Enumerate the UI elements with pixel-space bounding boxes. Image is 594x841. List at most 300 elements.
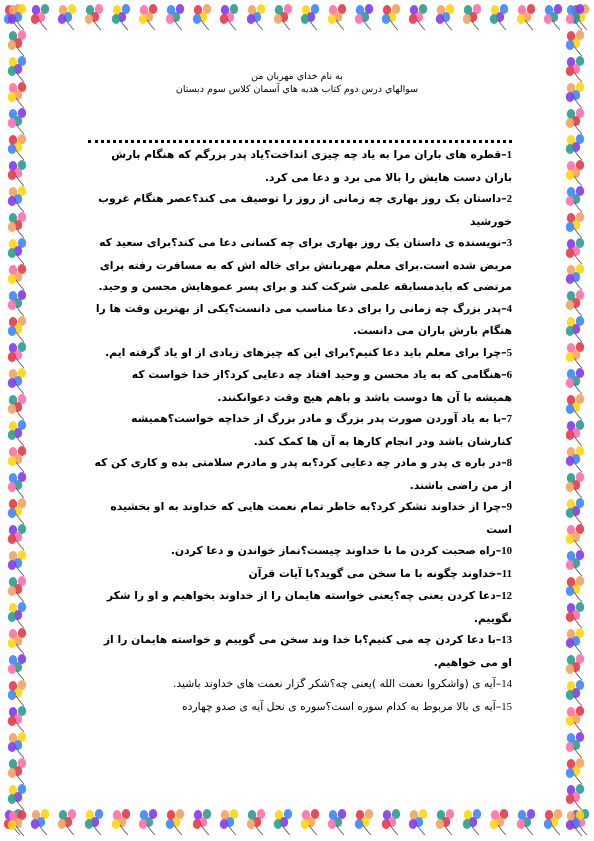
balloon-icon bbox=[301, 819, 309, 829]
balloon-icon bbox=[8, 586, 16, 596]
balloon-cluster-icon bbox=[566, 472, 584, 498]
balloon-border-left bbox=[0, 0, 36, 841]
question-number: 11 bbox=[501, 567, 512, 580]
balloon-string-icon bbox=[16, 462, 24, 472]
balloon-string-icon bbox=[174, 20, 182, 30]
question-text: –پدر بزرگ چه زمانی را برای دعا مناسب می دانست؟یکی از بهترین وقت ها را هنگام بارش باران می دانست. bbox=[95, 301, 512, 337]
balloon-cluster-icon bbox=[247, 809, 265, 835]
balloon-cluster-icon bbox=[58, 809, 76, 835]
balloon-string-icon bbox=[574, 384, 582, 394]
balloon-string-icon bbox=[574, 826, 582, 836]
balloon-cluster-icon bbox=[566, 394, 584, 420]
balloon-string-icon bbox=[16, 436, 24, 446]
balloon-string-icon bbox=[201, 825, 209, 835]
question-number: 10 bbox=[501, 545, 512, 557]
balloon-icon bbox=[566, 482, 574, 492]
balloon-icon bbox=[436, 819, 444, 829]
balloon-icon bbox=[328, 819, 336, 829]
balloon-cluster-icon bbox=[8, 394, 26, 420]
balloon-cluster-icon bbox=[8, 290, 26, 316]
balloon-icon bbox=[166, 819, 174, 829]
question-item bbox=[92, 585, 512, 629]
question-item bbox=[92, 364, 512, 408]
balloon-icon bbox=[193, 819, 201, 829]
balloon-icon bbox=[566, 664, 574, 674]
balloon-string-icon bbox=[66, 20, 74, 30]
balloon-icon bbox=[8, 820, 16, 830]
balloon-cluster-icon bbox=[566, 368, 584, 394]
balloon-cluster-icon bbox=[566, 654, 584, 680]
question-text: –دعا کردن یعنی چه؟یعنی خواسته هایمان را از خداوند بخواهیم و او را شکر نگوییم. bbox=[106, 589, 512, 625]
balloon-icon bbox=[8, 768, 16, 778]
balloon-string-icon bbox=[120, 825, 128, 835]
question-text: –چرا از خداوند تشکر کرد؟به خاطر تمام نعمت هایی که خداوند به او بخشیده است bbox=[110, 500, 512, 536]
balloon-string-icon bbox=[16, 20, 24, 30]
balloon-string-icon bbox=[417, 20, 425, 30]
balloon-cluster-icon bbox=[301, 809, 319, 835]
balloon-string-icon bbox=[574, 748, 582, 758]
balloon-icon bbox=[566, 508, 574, 518]
header-basmala: به نام خداي مهربان من bbox=[251, 71, 343, 82]
balloon-string-icon bbox=[39, 825, 47, 835]
balloon-cluster-icon bbox=[8, 498, 26, 524]
balloon-string-icon bbox=[574, 462, 582, 472]
question-number: 9 bbox=[506, 501, 512, 513]
balloon-border-top bbox=[0, 0, 594, 36]
balloon-icon bbox=[566, 612, 574, 622]
balloon-string-icon bbox=[574, 332, 582, 342]
balloon-icon bbox=[566, 14, 574, 24]
balloon-cluster-icon bbox=[193, 4, 211, 30]
balloon-string-icon bbox=[16, 228, 24, 238]
balloon-cluster-icon bbox=[8, 550, 26, 576]
balloon-icon bbox=[8, 664, 16, 674]
balloon-cluster-icon bbox=[566, 550, 584, 576]
balloon-string-icon bbox=[336, 825, 344, 835]
balloon-icon bbox=[566, 820, 574, 830]
balloon-string-icon bbox=[574, 696, 582, 706]
question-number: 1 bbox=[506, 149, 512, 161]
balloon-icon bbox=[247, 14, 255, 24]
balloon-icon bbox=[566, 66, 574, 76]
balloon-cluster-icon bbox=[566, 576, 584, 602]
balloon-icon bbox=[566, 118, 574, 128]
balloon-border-graphic bbox=[0, 0, 594, 36]
question-number: 6 bbox=[506, 369, 512, 381]
balloon-icon bbox=[220, 14, 228, 24]
balloon-cluster-icon bbox=[8, 654, 26, 680]
balloon-string-icon bbox=[16, 358, 24, 368]
balloon-icon bbox=[566, 430, 574, 440]
balloon-icon bbox=[355, 819, 363, 829]
balloon-cluster-icon bbox=[8, 316, 26, 342]
balloon-cluster-icon bbox=[566, 134, 584, 160]
balloon-cluster-icon bbox=[247, 4, 265, 30]
balloon-string-icon bbox=[16, 46, 24, 56]
balloon-cluster-icon bbox=[566, 212, 584, 238]
balloon-string-icon bbox=[498, 825, 506, 835]
balloon-cluster-icon bbox=[328, 4, 346, 30]
balloon-cluster-icon bbox=[566, 4, 584, 30]
balloon-cluster-icon bbox=[566, 732, 584, 758]
balloon-cluster-icon bbox=[8, 628, 26, 654]
balloon-string-icon bbox=[201, 20, 209, 30]
balloon-cluster-icon bbox=[8, 576, 26, 602]
balloon-icon bbox=[139, 819, 147, 829]
balloon-string-icon bbox=[282, 825, 290, 835]
balloon-string-icon bbox=[309, 825, 317, 835]
question-item bbox=[92, 540, 512, 563]
balloon-icon bbox=[274, 14, 282, 24]
balloon-icon bbox=[8, 300, 16, 310]
balloon-icon bbox=[8, 430, 16, 440]
balloon-icon bbox=[566, 534, 574, 544]
question-item bbox=[92, 629, 512, 673]
balloon-icon bbox=[8, 352, 16, 362]
balloon-cluster-icon bbox=[274, 809, 292, 835]
balloon-icon bbox=[566, 170, 574, 180]
balloon-icon bbox=[8, 14, 16, 24]
balloon-string-icon bbox=[574, 98, 582, 108]
question-text: –قطره های باران مرا به یاد چه چیزی انداخت؟یاد پدر بزرگم که هنگام بارش باران دست هایش را بالا می برد و دعا می کرد. bbox=[111, 148, 512, 184]
balloon-cluster-icon bbox=[139, 809, 157, 835]
balloon-cluster-icon bbox=[8, 238, 26, 264]
balloon-cluster-icon bbox=[193, 809, 211, 835]
balloon-string-icon bbox=[525, 825, 533, 835]
balloon-icon bbox=[566, 560, 574, 570]
balloon-cluster-icon bbox=[85, 809, 103, 835]
balloon-string-icon bbox=[574, 540, 582, 550]
balloon-cluster-icon bbox=[566, 706, 584, 732]
balloon-cluster-icon bbox=[8, 212, 26, 238]
worksheet-page bbox=[40, 40, 554, 800]
balloon-icon bbox=[566, 768, 574, 778]
balloon-string-icon bbox=[363, 825, 371, 835]
balloon-icon bbox=[566, 222, 574, 232]
balloon-string-icon bbox=[93, 825, 101, 835]
balloon-cluster-icon bbox=[566, 290, 584, 316]
balloon-string-icon bbox=[417, 825, 425, 835]
balloon-string-icon bbox=[574, 176, 582, 186]
balloon-string-icon bbox=[574, 46, 582, 56]
balloon-string-icon bbox=[574, 358, 582, 368]
balloon-icon bbox=[85, 819, 93, 829]
balloon-cluster-icon bbox=[355, 809, 373, 835]
balloon-string-icon bbox=[16, 540, 24, 550]
question-text: –آیه ی بالا مربوط به کدام سوره است؟سوره ی نحل آیه ی صدو چهارده bbox=[182, 699, 502, 713]
balloon-cluster-icon bbox=[566, 810, 584, 836]
question-number: 5 bbox=[506, 346, 512, 359]
balloon-string-icon bbox=[574, 644, 582, 654]
balloon-icon bbox=[8, 222, 16, 232]
balloon-icon bbox=[8, 144, 16, 154]
balloon-icon bbox=[566, 92, 574, 102]
balloon-string-icon bbox=[444, 825, 452, 835]
balloon-string-icon bbox=[16, 566, 24, 576]
balloon-icon bbox=[8, 118, 16, 128]
question-text: –با به یاد آوردن صورت پدر بزرگ و مادر بزرگ از خداچه خواست؟همیشه کنارشان باشد ودر انجام کارها به آن ها کمک کند. bbox=[131, 412, 512, 448]
balloon-icon bbox=[8, 742, 16, 752]
balloon-icon bbox=[566, 404, 574, 414]
balloon-icon bbox=[382, 819, 390, 829]
balloon-icon bbox=[85, 14, 93, 24]
balloon-cluster-icon bbox=[8, 160, 26, 186]
balloon-cluster-icon bbox=[517, 4, 535, 30]
balloon-icon bbox=[8, 40, 16, 50]
balloon-cluster-icon bbox=[463, 4, 481, 30]
balloon-string-icon bbox=[16, 696, 24, 706]
balloon-cluster-icon bbox=[8, 706, 26, 732]
balloon-border-right bbox=[558, 0, 594, 841]
balloon-icon bbox=[566, 742, 574, 752]
balloon-string-icon bbox=[574, 618, 582, 628]
balloon-icon bbox=[566, 794, 574, 804]
balloon-string-icon bbox=[16, 410, 24, 420]
question-number: 14 bbox=[501, 678, 512, 690]
question-text: –راه صحبت کردن ما با خداوند چیست؟نماز خواندن و دعا کردن. bbox=[170, 544, 502, 557]
question-number: 8 bbox=[506, 457, 512, 469]
balloon-cluster-icon bbox=[8, 186, 26, 212]
balloon-string-icon bbox=[574, 20, 582, 30]
balloon-string-icon bbox=[390, 825, 398, 835]
question-text: –داستان یک روز بهاری چه زمانی از روز را توصیف می کند؟عصر هنگام غروب خورشید bbox=[98, 192, 512, 228]
balloon-cluster-icon bbox=[382, 809, 400, 835]
balloon-cluster-icon bbox=[566, 238, 584, 264]
balloon-icon bbox=[517, 14, 525, 24]
balloon-icon bbox=[566, 248, 574, 258]
balloon-icon bbox=[490, 14, 498, 24]
balloon-cluster-icon bbox=[566, 30, 584, 56]
balloon-icon bbox=[8, 560, 16, 570]
balloon-string-icon bbox=[574, 410, 582, 420]
question-text: –با دعا کردن چه می کنیم؟با خدا وند سخن می گوییم و خواسته هایمان را از او می خواهیم. bbox=[103, 633, 512, 669]
balloon-string-icon bbox=[336, 20, 344, 30]
balloon-cluster-icon bbox=[409, 4, 427, 30]
header-title: سوالهاي درس دوم كتاب هديه هاي آسمان كلاس سوم دبستان bbox=[175, 84, 419, 95]
balloon-string-icon bbox=[228, 20, 236, 30]
balloon-cluster-icon bbox=[436, 809, 454, 835]
balloon-cluster-icon bbox=[139, 4, 157, 30]
balloon-icon bbox=[566, 300, 574, 310]
question-text: –آیه ی (واشکروا نعمت الله )یعنی چه؟شکر گزار نعمت های خداوند باشید. bbox=[172, 677, 502, 690]
balloon-cluster-icon bbox=[436, 4, 454, 30]
balloon-cluster-icon bbox=[566, 784, 584, 810]
question-item bbox=[92, 232, 512, 298]
balloon-icon bbox=[544, 14, 552, 24]
balloon-cluster-icon bbox=[301, 4, 319, 30]
balloon-string-icon bbox=[16, 332, 24, 342]
balloon-icon bbox=[544, 819, 552, 829]
balloon-icon bbox=[8, 508, 16, 518]
balloon-icon bbox=[8, 66, 16, 76]
question-number: 7 bbox=[506, 413, 512, 425]
balloon-cluster-icon bbox=[8, 368, 26, 394]
balloon-cluster-icon bbox=[8, 472, 26, 498]
balloon-cluster-icon bbox=[463, 809, 481, 835]
balloon-string-icon bbox=[16, 748, 24, 758]
balloon-cluster-icon bbox=[566, 628, 584, 654]
balloon-icon bbox=[8, 456, 16, 466]
balloon-string-icon bbox=[574, 774, 582, 784]
question-item bbox=[92, 144, 512, 188]
question-number: 2 bbox=[506, 193, 512, 205]
balloon-cluster-icon bbox=[112, 4, 130, 30]
balloon-string-icon bbox=[16, 176, 24, 186]
balloon-string-icon bbox=[16, 202, 24, 212]
balloon-string-icon bbox=[574, 254, 582, 264]
balloon-cluster-icon bbox=[566, 420, 584, 446]
question-list bbox=[92, 144, 512, 718]
balloon-string-icon bbox=[574, 670, 582, 680]
question-text: –خداوند چگونه با ما سخن می گوید؟با آیات قرآن bbox=[248, 566, 502, 580]
balloon-cluster-icon bbox=[566, 758, 584, 784]
balloon-icon bbox=[409, 14, 417, 24]
balloon-icon bbox=[566, 144, 574, 154]
balloon-icon bbox=[112, 819, 120, 829]
question-item bbox=[92, 696, 512, 719]
balloon-cluster-icon bbox=[566, 342, 584, 368]
balloon-cluster-icon bbox=[355, 4, 373, 30]
balloon-string-icon bbox=[16, 254, 24, 264]
balloon-icon bbox=[58, 819, 66, 829]
balloon-icon bbox=[193, 14, 201, 24]
balloon-cluster-icon bbox=[8, 732, 26, 758]
balloon-icon bbox=[463, 14, 471, 24]
question-item bbox=[92, 452, 512, 496]
balloon-string-icon bbox=[16, 124, 24, 134]
balloon-string-icon bbox=[574, 566, 582, 576]
balloon-string-icon bbox=[574, 202, 582, 212]
balloon-string-icon bbox=[574, 722, 582, 732]
balloon-cluster-icon bbox=[220, 4, 238, 30]
balloon-string-icon bbox=[498, 20, 506, 30]
balloon-string-icon bbox=[471, 825, 479, 835]
balloon-border-bottom bbox=[0, 805, 594, 841]
balloon-icon bbox=[328, 14, 336, 24]
balloon-cluster-icon bbox=[274, 4, 292, 30]
balloon-cluster-icon bbox=[8, 108, 26, 134]
balloon-icon bbox=[8, 248, 16, 258]
balloon-cluster-icon bbox=[8, 420, 26, 446]
question-number: 3 bbox=[506, 237, 512, 249]
balloon-cluster-icon bbox=[566, 186, 584, 212]
worksheet-header bbox=[40, 70, 554, 96]
balloon-string-icon bbox=[147, 20, 155, 30]
balloon-cluster-icon bbox=[166, 809, 184, 835]
balloon-cluster-icon bbox=[566, 264, 584, 290]
balloon-string-icon bbox=[574, 280, 582, 290]
balloon-string-icon bbox=[16, 670, 24, 680]
question-number: 12 bbox=[501, 590, 512, 602]
question-item bbox=[92, 342, 512, 365]
balloon-cluster-icon bbox=[8, 134, 26, 160]
balloon-string-icon bbox=[574, 800, 582, 810]
balloon-string-icon bbox=[16, 774, 24, 784]
balloon-string-icon bbox=[16, 618, 24, 628]
question-text: –نویسنده ی داستان یک روز بهاری برای چه کسانی دعا می کند؟برای سعید که مریض شده است.برای معلم مهربانش برای خاله اش که به مسافرت رفته برای مرتضی که بایدمسابقه علمی شرکت کند و برای پسر عموهایش محسن و وحید. bbox=[98, 236, 512, 293]
balloon-icon bbox=[220, 819, 228, 829]
balloon-string-icon bbox=[16, 98, 24, 108]
balloon-icon bbox=[8, 92, 16, 102]
balloon-icon bbox=[355, 14, 363, 24]
balloon-string-icon bbox=[16, 800, 24, 810]
balloon-string-icon bbox=[255, 20, 263, 30]
question-item bbox=[92, 563, 512, 586]
dotted-divider bbox=[88, 140, 512, 143]
balloon-string-icon bbox=[16, 826, 24, 836]
balloon-cluster-icon bbox=[566, 82, 584, 108]
balloon-string-icon bbox=[16, 280, 24, 290]
question-item bbox=[92, 188, 512, 232]
balloon-icon bbox=[8, 482, 16, 492]
balloon-string-icon bbox=[16, 150, 24, 160]
balloon-cluster-icon bbox=[566, 446, 584, 472]
balloon-cluster-icon bbox=[566, 602, 584, 628]
question-item bbox=[92, 496, 512, 540]
balloon-string-icon bbox=[309, 20, 317, 30]
balloon-string-icon bbox=[444, 20, 452, 30]
balloon-icon bbox=[8, 170, 16, 180]
balloon-string-icon bbox=[16, 488, 24, 498]
balloon-icon bbox=[566, 716, 574, 726]
balloon-icon bbox=[566, 378, 574, 388]
balloon-icon bbox=[274, 819, 282, 829]
balloon-string-icon bbox=[16, 644, 24, 654]
balloon-string-icon bbox=[16, 72, 24, 82]
balloon-string-icon bbox=[574, 592, 582, 602]
balloon-cluster-icon bbox=[8, 446, 26, 472]
balloon-icon bbox=[166, 14, 174, 24]
balloon-cluster-icon bbox=[566, 316, 584, 342]
balloon-icon bbox=[8, 794, 16, 804]
question-item bbox=[92, 298, 512, 342]
question-number: 15 bbox=[501, 700, 512, 713]
balloon-cluster-icon bbox=[85, 4, 103, 30]
balloon-cluster-icon bbox=[8, 784, 26, 810]
balloon-icon bbox=[58, 14, 66, 24]
balloon-string-icon bbox=[255, 825, 263, 835]
balloon-icon bbox=[566, 456, 574, 466]
question-number: 4 bbox=[506, 302, 512, 315]
balloon-icon bbox=[566, 352, 574, 362]
balloon-cluster-icon bbox=[112, 809, 130, 835]
balloon-string-icon bbox=[282, 20, 290, 30]
balloon-string-icon bbox=[574, 72, 582, 82]
balloon-string-icon bbox=[471, 20, 479, 30]
balloon-icon bbox=[8, 404, 16, 414]
balloon-icon bbox=[247, 819, 255, 829]
balloon-string-icon bbox=[16, 592, 24, 602]
balloon-cluster-icon bbox=[566, 56, 584, 82]
balloon-icon bbox=[566, 690, 574, 700]
question-text: –در باره ی پدر و مادر چه دعایی کرد؟به پدر و مادرم سلامتی بده و کاری کن که از من راضی باشند. bbox=[94, 456, 512, 492]
balloon-cluster-icon bbox=[8, 524, 26, 550]
balloon-cluster-icon bbox=[8, 810, 26, 836]
question-text: –چرا برای معلم باید دعا کنیم؟برای این که چیزهای زیادی از او یاد گرفته ایم. bbox=[105, 345, 507, 359]
balloon-border-graphic bbox=[0, 0, 36, 841]
balloon-string-icon bbox=[574, 150, 582, 160]
balloon-cluster-icon bbox=[8, 602, 26, 628]
balloon-cluster-icon bbox=[566, 680, 584, 706]
balloon-icon bbox=[8, 612, 16, 622]
balloon-cluster-icon bbox=[566, 524, 584, 550]
balloon-cluster-icon bbox=[8, 30, 26, 56]
balloon-cluster-icon bbox=[8, 56, 26, 82]
balloon-string-icon bbox=[228, 825, 236, 835]
balloon-string-icon bbox=[16, 306, 24, 316]
balloon-cluster-icon bbox=[566, 160, 584, 186]
balloon-string-icon bbox=[574, 228, 582, 238]
